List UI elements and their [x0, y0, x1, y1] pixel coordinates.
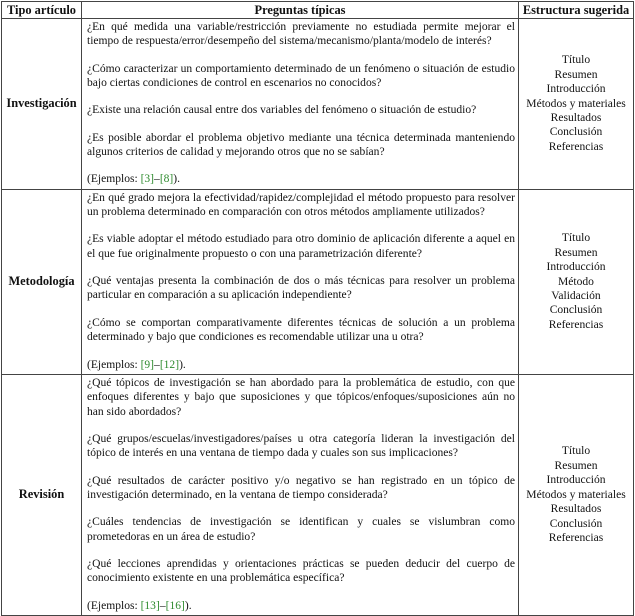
reference-link[interactable]: [13] — [140, 599, 160, 612]
question-text: ¿Qué resultados de carácter positivo y/o negativo se han registrado en un tópico de investigación determinado, en la ventana de tiempo considerada? — [87, 474, 515, 501]
examples-line — [87, 599, 515, 613]
header-row — [2, 2, 634, 19]
article-type-cell: Investigación — [2, 19, 82, 190]
examples-prefix: (Ejemplos: — [87, 173, 141, 186]
structure-item: Conclusión — [549, 126, 603, 139]
structure-item: Título — [561, 54, 591, 67]
structure-item: Referencias — [548, 140, 604, 153]
structure-item: Resumen — [554, 459, 598, 472]
article-type-cell: Revisión — [2, 374, 82, 615]
question-text: ¿En qué medida una variable/restricción previamente no estudiada permite mejorar el tiempo de respuesta/error/desempeño del sistema/mecanismo/planta/modelo de interés? — [87, 21, 515, 48]
header-typical-questions: Preguntas típicas — [82, 2, 519, 19]
question-text: ¿Cuáles tendencias de investigación se identifican y cuales se vislumbran como prometedoras en un área de estudio? — [87, 516, 515, 543]
structure-item: Introducción — [546, 83, 606, 96]
article-type-table — [1, 1, 634, 616]
structure-cell — [519, 19, 634, 190]
question-text: ¿Es viable adoptar el método estudiado para otro dominio de aplicación diferente a aquel en el que fue originalmente propuesto o con una parametrización diferente? — [87, 233, 515, 260]
structure-item: Conclusión — [549, 517, 603, 530]
structure-item: Introducción — [546, 261, 606, 274]
structure-item: Conclusión — [549, 304, 603, 317]
examples-line — [87, 358, 515, 372]
examples-prefix: (Ejemplos: — [87, 599, 141, 612]
question-text: ¿Qué lecciones aprendidas y orientaciones prácticas se pueden deducir del cuerpo de conocimiento existente en una problemática específica? — [87, 557, 515, 585]
question-text: ¿Existe una relación causal entre dos variables del fenómeno o situación de estudio? — [87, 104, 477, 117]
examples-prefix: (Ejemplos: — [87, 358, 141, 371]
range-dash: – — [159, 599, 166, 612]
question-text: ¿Qué ventajas presenta la combinación de dos o más técnicas para resolver un problema particular en comparación a su aplicación independiente? — [87, 275, 515, 302]
question-text: ¿En qué grado mejora la efectividad/rapidez/complejidad el método propuesto para resolver un problema determinado en comparación con otros métodos ampliamente utilizados? — [87, 191, 515, 219]
structure-item: Referencias — [548, 318, 604, 331]
range-dash: – — [154, 173, 160, 186]
structure-item: Resultados — [550, 503, 602, 516]
structure-item: Resumen — [554, 246, 598, 259]
examples-suffix: ). — [184, 599, 192, 612]
reference-link[interactable]: [12] — [159, 358, 180, 371]
structure-cell — [519, 189, 634, 374]
question-text: ¿Qué grupos/escuelas/investigadores/países u otra categoría lideran la investigación del tópico de interés en una ventana de tiempo dada y cuales son sus implicaciones? — [87, 432, 515, 460]
questions-cell — [82, 189, 519, 374]
question-text: ¿Es posible abordar el problema objetivo mediante una técnica determinada manteniendo algunos criterios de calidad y mejorando otros que no se sabían? — [87, 131, 515, 159]
table-row-revision — [2, 374, 634, 615]
article-type-cell: Metodología — [2, 189, 82, 374]
questions-cell — [82, 19, 519, 190]
question-text: ¿Qué tópicos de investigación se han abordado para la problemática de estudio, con que enfoques diferentes y bajo que suposiciones y que tópicos/enfoques/suposiciones aún no han sido abordados? — [87, 376, 515, 418]
structure-item: Método — [558, 275, 594, 288]
structure-item: Introducción — [546, 474, 606, 487]
structure-item: Resumen — [554, 68, 598, 81]
examples-suffix: ). — [179, 358, 186, 371]
structure-item: Métodos y materiales — [526, 488, 626, 501]
header-suggested-structure: Estructura sugerida — [519, 2, 634, 19]
reference-link[interactable]: [8] — [159, 173, 174, 186]
reference-link[interactable]: [9] — [140, 358, 155, 371]
header-article-type: Tipo artículo — [2, 2, 82, 19]
structure-item: Título — [561, 232, 591, 245]
structure-item: Resultados — [550, 112, 602, 125]
examples-suffix: ). — [173, 173, 181, 186]
question-text: ¿Cómo caracterizar un comportamiento determinado de un fenómeno o situación de estudio bajo ciertas condiciones de control en escenarios no conocidos? — [87, 62, 515, 90]
structure-cell — [519, 374, 634, 615]
question-text: ¿Cómo se comportan comparativamente diferentes técnicas de solución a un problema determinado y bajo que condiciones es recomendable utilizar una u otra? — [87, 316, 515, 344]
range-dash: – — [154, 358, 160, 371]
examples-line — [87, 172, 515, 186]
table-row-metodologia — [2, 189, 634, 374]
table-row-investigacion — [2, 19, 634, 190]
structure-item: Validación — [551, 290, 601, 302]
structure-item: Métodos y materiales — [526, 97, 626, 110]
reference-link[interactable]: [3] — [140, 173, 155, 186]
structure-item: Título — [561, 445, 591, 458]
structure-item: Referencias — [548, 531, 604, 544]
reference-link[interactable]: [16] — [165, 599, 185, 612]
questions-cell — [82, 374, 519, 615]
